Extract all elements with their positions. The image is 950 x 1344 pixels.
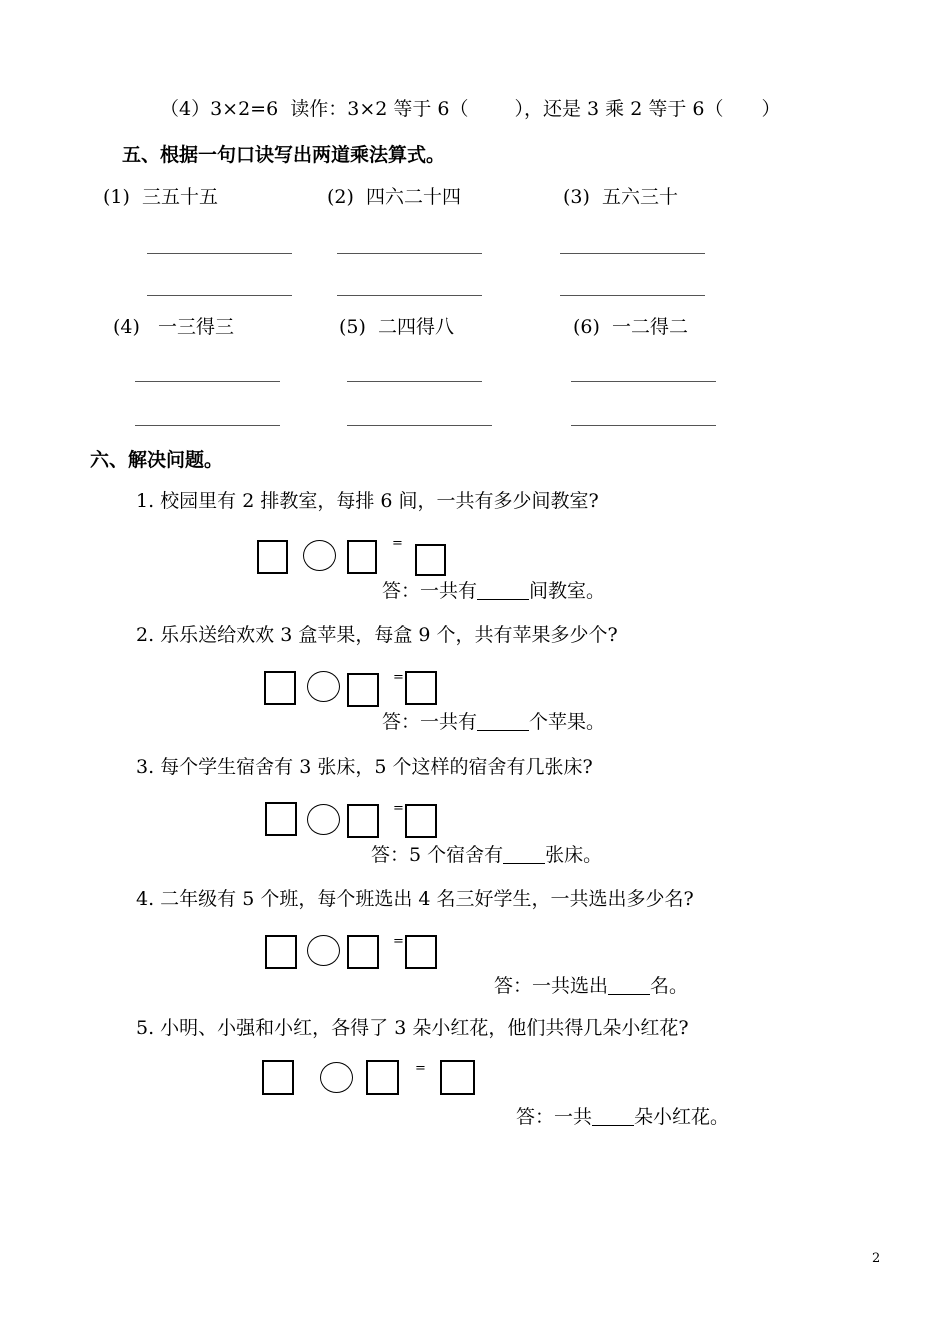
- s5-item-text: 五六三十: [602, 186, 679, 208]
- item4-close2: ）: [761, 98, 781, 120]
- problem-4-answer: [494, 976, 688, 996]
- answer-prefix: 答：一共有: [382, 711, 478, 733]
- answer-line[interactable]: [347, 425, 492, 426]
- operator-circle[interactable]: [303, 540, 336, 571]
- operand-box[interactable]: [262, 1060, 294, 1095]
- answer-blank[interactable]: [477, 712, 529, 731]
- answer-suffix: 个苹果。: [529, 711, 606, 733]
- operand-box[interactable]: [347, 935, 379, 969]
- s5-item-1: [103, 188, 218, 207]
- s5-item-num: (1): [103, 186, 130, 208]
- item4-close1: ），还是 3 乘 2 等于 6（: [514, 98, 724, 120]
- s5-item-num: (4): [113, 316, 140, 338]
- operator-circle[interactable]: [307, 804, 340, 835]
- s5-item-2: [327, 188, 461, 207]
- s5-item-text: 一三得三: [158, 316, 235, 338]
- answer-line[interactable]: [347, 381, 482, 382]
- problem-2-question: 2. 乐乐送给欢欢 3 盒苹果，每盒 9 个，共有苹果多少个?: [136, 624, 618, 646]
- s5-item-text: 三五十五: [142, 186, 219, 208]
- answer-line[interactable]: [135, 425, 280, 426]
- answer-blank[interactable]: [608, 976, 650, 995]
- problem-1-question: 1. 校园里有 2 排教室，每排 6 间，一共有多少间教室?: [136, 490, 599, 512]
- operand-box[interactable]: [347, 673, 379, 707]
- operand-box[interactable]: [264, 671, 296, 705]
- s5-item-text: 二四得八: [378, 316, 455, 338]
- equals-sign: =: [393, 934, 404, 949]
- operand-box[interactable]: [366, 1060, 399, 1095]
- s5-item-num: (2): [327, 186, 354, 208]
- answer-blank[interactable]: [503, 845, 545, 864]
- problem-5-answer: [516, 1107, 729, 1127]
- section6-title: 六、解决问题。: [90, 449, 224, 471]
- s5-item-4: [113, 318, 234, 337]
- answer-blank[interactable]: [592, 1107, 634, 1126]
- answer-line[interactable]: [571, 425, 716, 426]
- operand-box[interactable]: [347, 804, 379, 838]
- result-box[interactable]: [405, 804, 437, 838]
- problem-2-answer: [382, 712, 605, 732]
- operator-circle[interactable]: [307, 935, 340, 966]
- equals-sign: =: [393, 801, 404, 816]
- answer-prefix: 答：一共: [516, 1106, 593, 1128]
- item4-label: （4）3×2=6: [160, 98, 279, 120]
- section5-title: 五、根据一句口诀写出两道乘法算式。: [122, 144, 446, 166]
- answer-line[interactable]: [147, 253, 292, 254]
- problem-5-question: 5. 小明、小强和小红，各得了 3 朵小红花，他们共得几朵小红花?: [136, 1017, 689, 1039]
- operand-box[interactable]: [257, 540, 288, 574]
- operand-box[interactable]: [265, 802, 297, 836]
- answer-prefix: 答：一共有: [382, 580, 478, 602]
- s5-item-num: (3): [563, 186, 590, 208]
- s5-item-5: [339, 318, 454, 337]
- answer-suffix: 张床。: [545, 844, 603, 866]
- answer-suffix: 朵小红花。: [634, 1106, 730, 1128]
- item4-read-as: 读作：3×2 等于 6（: [290, 98, 469, 120]
- operator-circle[interactable]: [320, 1062, 353, 1093]
- s5-item-text: 四六二十四: [366, 186, 462, 208]
- result-box[interactable]: [405, 935, 437, 969]
- result-box[interactable]: [405, 671, 437, 705]
- s5-item-num: (5): [339, 316, 366, 338]
- section4-item4: [160, 100, 781, 119]
- answer-prefix: 答：5 个宿舍有: [371, 844, 504, 866]
- s5-item-6: [573, 318, 688, 337]
- problem-1-answer: [382, 581, 605, 601]
- equals-sign: =: [392, 536, 403, 551]
- answer-line[interactable]: [337, 295, 482, 296]
- equals-sign: =: [393, 670, 404, 685]
- answer-suffix: 间教室。: [529, 580, 606, 602]
- answer-line[interactable]: [337, 253, 482, 254]
- answer-line[interactable]: [135, 381, 280, 382]
- page-number: 2: [872, 1251, 881, 1266]
- operand-box[interactable]: [347, 540, 377, 574]
- equals-sign: =: [415, 1061, 426, 1076]
- answer-line[interactable]: [571, 381, 716, 382]
- operator-circle[interactable]: [307, 671, 340, 702]
- answer-prefix: 答：一共选出: [494, 975, 609, 997]
- answer-line[interactable]: [147, 295, 292, 296]
- result-box[interactable]: [415, 544, 446, 576]
- answer-line[interactable]: [560, 295, 705, 296]
- s5-item-num: (6): [573, 316, 600, 338]
- problem-4-question: 4. 二年级有 5 个班，每个班选出 4 名三好学生，一共选出多少名?: [136, 888, 694, 910]
- answer-suffix: 名。: [650, 975, 689, 997]
- result-box[interactable]: [440, 1060, 475, 1095]
- answer-blank[interactable]: [477, 581, 529, 600]
- operand-box[interactable]: [265, 935, 297, 969]
- s5-item-3: [563, 188, 678, 207]
- s5-item-text: 一二得二: [612, 316, 689, 338]
- answer-line[interactable]: [560, 253, 705, 254]
- problem-3-answer: [371, 845, 602, 865]
- problem-3-question: 3. 每个学生宿舍有 3 张床，5 个这样的宿舍有几张床?: [136, 756, 593, 778]
